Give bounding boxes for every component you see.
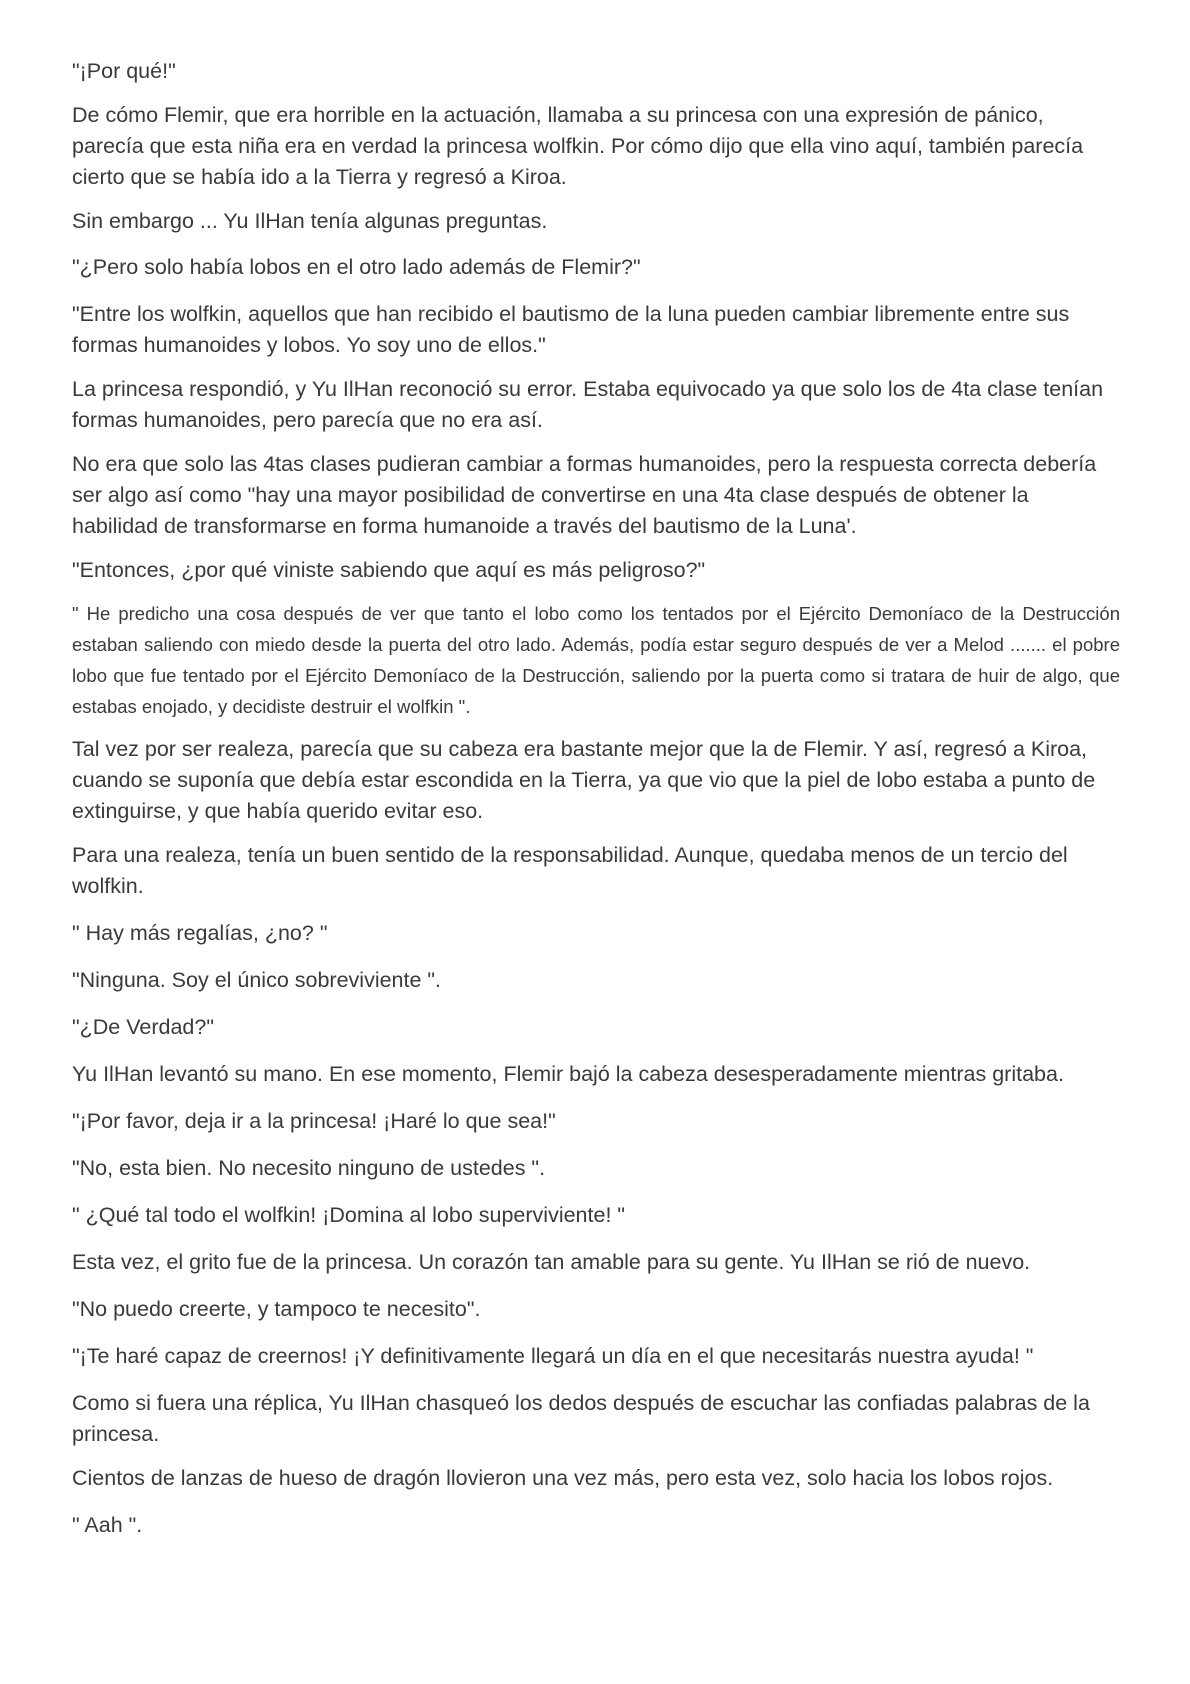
document-page [72, 56, 1120, 1541]
paragraph-6: La princesa respondió, y Yu IlHan reconoció su error. Estaba equivocado ya que solo los de 4ta clase tenían formas humanoides, pero parecía que no era así. [72, 377, 1104, 432]
paragraph-11: Para una realeza, tenía un buen sentido de la responsabilidad. Aunque, quedaba menos de un tercio del wolfkin. [72, 843, 1068, 898]
paragraph-17: "No, esta bien. No necesito ninguno de ustedes ". [72, 1156, 546, 1180]
paragraph-13: "Ninguna. Soy el único sobreviviente ". [72, 968, 442, 992]
paragraph-19: Esta vez, el grito fue de la princesa. Un corazón tan amable para su gente. Yu IlHan se rió de nuevo. [72, 1250, 1031, 1274]
paragraph-16: "¡Por favor, deja ir a la princesa! ¡Haré lo que sea!" [72, 1109, 556, 1133]
paragraph-24: " Aah ". [72, 1513, 143, 1537]
paragraph-7: No era que solo las 4tas clases pudieran cambiar a formas humanoides, pero la respuesta correcta debería ser algo así como "hay una mayor posibilidad de convertirse en una 4ta clase después de obtener la habilidad de transformarse en forma humanoide a través del bautismo de la Luna'. [72, 452, 1097, 538]
paragraph-18: " ¿Qué tal todo el wolfkin! ¡Domina al lobo superviviente! " [72, 1203, 626, 1227]
paragraph-3: Sin embargo ... Yu IlHan tenía algunas preguntas. [72, 209, 548, 233]
paragraph-23: Cientos de lanzas de hueso de dragón llovieron una vez más, pero esta vez, solo hacia los lobos rojos. [72, 1466, 1054, 1490]
paragraph-15: Yu IlHan levantó su mano. En ese momento, Flemir bajó la cabeza desesperadamente mientras gritaba. [72, 1062, 1064, 1086]
paragraph-14: "¿De Verdad?" [72, 1015, 214, 1039]
paragraph-10: Tal vez por ser realeza, parecía que su cabeza era bastante mejor que la de Flemir. Y así, regresó a Kiroa, cuando se suponía que debía estar escondida en la Tierra, ya que vio que la piel de lobo estaba a punto de extinguirse, y que había querido evitar eso. [72, 737, 1096, 823]
paragraph-4: "¿Pero solo había lobos en el otro lado además de Flemir?" [72, 255, 641, 279]
paragraph-8: "Entonces, ¿por qué viniste sabiendo que aquí es más peligroso?" [72, 558, 706, 582]
paragraph-20: "No puedo creerte, y tampoco te necesito". [72, 1297, 481, 1321]
paragraph-2: De cómo Flemir, que era horrible en la actuación, llamaba a su princesa con una expresión de pánico, parecía que esta niña era en verdad la princesa wolfkin. Por cómo dijo que ella vino aquí, también parecía cierto que se había ido a la Tierra y regresó a Kiroa. [72, 103, 1084, 189]
paragraph-22: Como si fuera una réplica, Yu IlHan chasqueó los dedos después de escuchar las confiadas palabras de la princesa. [72, 1391, 1090, 1446]
paragraph-21: "¡Te haré capaz de creernos! ¡Y definitivamente llegará un día en el que necesitarás nuestra ayuda! " [72, 1344, 1034, 1368]
paragraph-12: " Hay más regalías, ¿no? " [72, 921, 328, 945]
paragraph-9: " He predicho una cosa después de ver que tanto el lobo como los tentados por el Ejército Demoníaco de la Destrucción estaban saliendo con miedo desde la puerta del otro lado. Además, podía estar seguro después de ver a Melod ....... el pobre lobo que fue tentado por el Ejército Demoníaco de la Destrucción, saliendo por la puerta como si tratara de huir de algo, que estabas enojado, y decidiste destruir el wolfkin ". [72, 603, 1120, 717]
paragraph-1: "¡Por qué!" [72, 59, 176, 83]
paragraph-5: "Entre los wolfkin, aquellos que han recibido el bautismo de la luna pueden cambiar libremente entre sus formas humanoides y lobos. Yo soy uno de ellos." [72, 302, 1070, 357]
